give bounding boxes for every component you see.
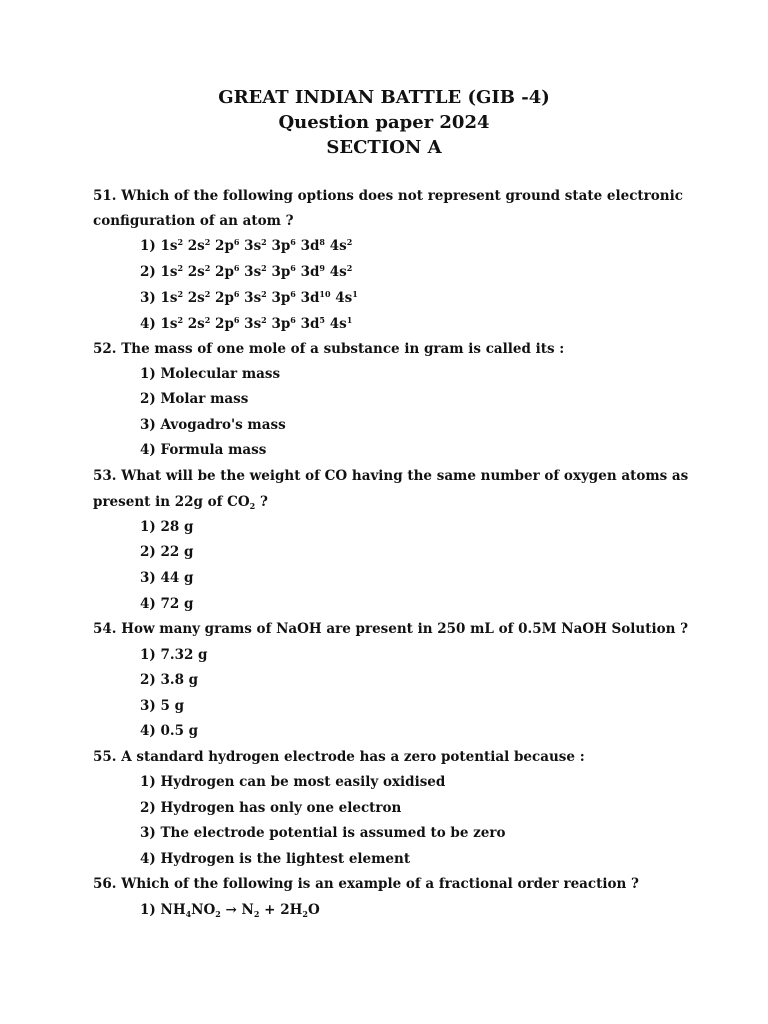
text: 1) NH — [140, 902, 186, 918]
orbital: 2p — [215, 316, 234, 332]
q51-option-2 — [140, 263, 760, 281]
question-55 — [93, 748, 713, 766]
electron-count: 2 — [177, 263, 184, 273]
q54-option-1: 1) 7.32 g — [140, 647, 208, 663]
q52-option-2: 2) Molar mass — [140, 391, 249, 407]
q55-option-1: 1) Hydrogen can be most easily oxidised — [140, 774, 446, 790]
orbital: 4s — [329, 264, 347, 280]
orbital: 3d — [300, 316, 320, 332]
orbital: 4s — [329, 316, 347, 332]
question-text: The mass of one mole of a substance in gram is called its : — [121, 341, 565, 357]
question-text: What will be the weight of CO having the same number of oxygen atoms as — [121, 468, 689, 484]
electron-count: 2 — [177, 315, 184, 325]
question-number: 51. — [93, 188, 117, 204]
orbital: 2s — [187, 238, 205, 254]
orbital: 3d — [300, 238, 320, 254]
electron-count: 1 — [352, 289, 358, 299]
reaction-arrow: → N — [220, 902, 254, 918]
q53-option-4: 4) 72 g — [140, 596, 194, 612]
text: present in 22g of CO — [93, 494, 250, 510]
q53-option-3: 3) 44 g — [140, 570, 194, 586]
q54-option-4: 4) 0.5 g — [140, 723, 199, 739]
electron-count: 10 — [319, 289, 331, 299]
question-text: Which of the following is an example of a fractional order reaction ? — [121, 876, 639, 892]
orbital: 4s — [335, 290, 353, 306]
electron-count: 6 — [233, 237, 240, 247]
orbital: 3s — [244, 264, 262, 280]
subscript: 2 — [302, 909, 308, 919]
electron-count: 6 — [233, 289, 240, 299]
orbital: 3d — [300, 290, 320, 306]
question-text: How many grams of NaOH are present in 250 mL of 0.5M NaOH Solution ? — [121, 621, 689, 637]
q54-option-2: 2) 3.8 g — [140, 672, 199, 688]
electron-count: 2 — [204, 237, 211, 247]
question-number: 56. — [93, 876, 117, 892]
orbital: 1s — [160, 264, 178, 280]
electron-count: 2 — [177, 237, 184, 247]
question-number: 55. — [93, 749, 117, 765]
electron-count: 2 — [204, 315, 211, 325]
electron-count: 2 — [204, 289, 211, 299]
question-54 — [93, 620, 713, 638]
electron-count: 6 — [233, 263, 240, 273]
question-51 — [93, 187, 713, 205]
orbital: 1s — [160, 316, 178, 332]
orbital: 3p — [271, 238, 291, 254]
text: NO — [191, 902, 216, 918]
electron-count: 8 — [319, 237, 325, 247]
electron-count: 2 — [204, 263, 211, 273]
q56-option-1 — [140, 901, 760, 919]
q54-option-3: 3) 5 g — [140, 698, 185, 714]
question-53-text-cont — [93, 493, 713, 511]
option-label: 1) — [140, 238, 161, 254]
orbital: 4s — [329, 238, 347, 254]
electron-count: 2 — [261, 237, 267, 247]
q55-option-4: 4) Hydrogen is the lightest element — [140, 851, 411, 867]
option-label: 3) — [140, 290, 161, 306]
question-number: 52. — [93, 341, 117, 357]
subscript: 2 — [249, 501, 256, 511]
electron-count: 2 — [346, 237, 353, 247]
question-number: 53. — [93, 468, 117, 484]
orbital: 3s — [244, 290, 262, 306]
paper-subtitle: Question paper 2024 — [278, 112, 490, 133]
text: + 2H — [259, 902, 303, 918]
q53-option-1: 1) 28 g — [140, 519, 194, 535]
question-number: 54. — [93, 621, 117, 637]
orbital: 3s — [244, 238, 262, 254]
q52-option-1: 1) Molecular mass — [140, 366, 281, 382]
electron-count: 2 — [261, 263, 267, 273]
q55-option-3: 3) The electrode potential is assumed to be zero — [140, 825, 506, 841]
electron-count: 2 — [177, 289, 184, 299]
subscript: 4 — [185, 909, 192, 919]
electron-count: 6 — [290, 315, 296, 325]
orbital: 3p — [271, 290, 291, 306]
electron-count: 9 — [319, 263, 325, 273]
electron-count: 6 — [290, 263, 296, 273]
subscript: 2 — [215, 909, 221, 919]
orbital: 3p — [271, 316, 291, 332]
q51-option-1 — [140, 237, 760, 255]
q52-option-3: 3) Avogadro's mass — [140, 417, 286, 433]
electron-count: 6 — [290, 289, 296, 299]
question-51-text-cont: configuration of an atom ? — [93, 213, 294, 229]
electron-count: 1 — [346, 315, 353, 325]
orbital: 2s — [187, 264, 205, 280]
section-heading: SECTION A — [326, 137, 442, 158]
orbital: 2p — [215, 264, 234, 280]
q52-option-4: 4) Formula mass — [140, 442, 267, 458]
orbital: 2p — [215, 238, 234, 254]
q51-option-4 — [140, 315, 760, 333]
electron-count: 6 — [233, 315, 240, 325]
question-52 — [93, 340, 713, 358]
subscript: 2 — [253, 909, 260, 919]
orbital: 1s — [160, 238, 178, 254]
orbital: 3s — [244, 316, 262, 332]
electron-count: 2 — [346, 263, 353, 273]
orbital: 2s — [187, 316, 205, 332]
electron-count: 6 — [290, 237, 296, 247]
question-text: A standard hydrogen electrode has a zero potential because : — [121, 749, 585, 765]
orbital: 1s — [160, 290, 178, 306]
paper-title: GREAT INDIAN BATTLE (GIB -4) — [218, 87, 550, 108]
question-56 — [93, 875, 713, 893]
option-label: 4) — [140, 316, 161, 332]
q51-option-3 — [140, 289, 760, 307]
text: O — [307, 902, 320, 918]
q53-option-2: 2) 22 g — [140, 544, 194, 560]
question-text: Which of the following options does not represent ground state electronic — [121, 188, 683, 204]
orbital: 3p — [271, 264, 291, 280]
question-53 — [93, 467, 713, 485]
orbital: 2p — [215, 290, 234, 306]
orbital: 2s — [187, 290, 205, 306]
electron-count: 2 — [261, 289, 267, 299]
q55-option-2: 2) Hydrogen has only one electron — [140, 800, 402, 816]
electron-count: 5 — [319, 315, 325, 325]
electron-count: 2 — [261, 315, 267, 325]
orbital: 3d — [300, 264, 320, 280]
text: ? — [255, 494, 268, 510]
option-label: 2) — [140, 264, 161, 280]
